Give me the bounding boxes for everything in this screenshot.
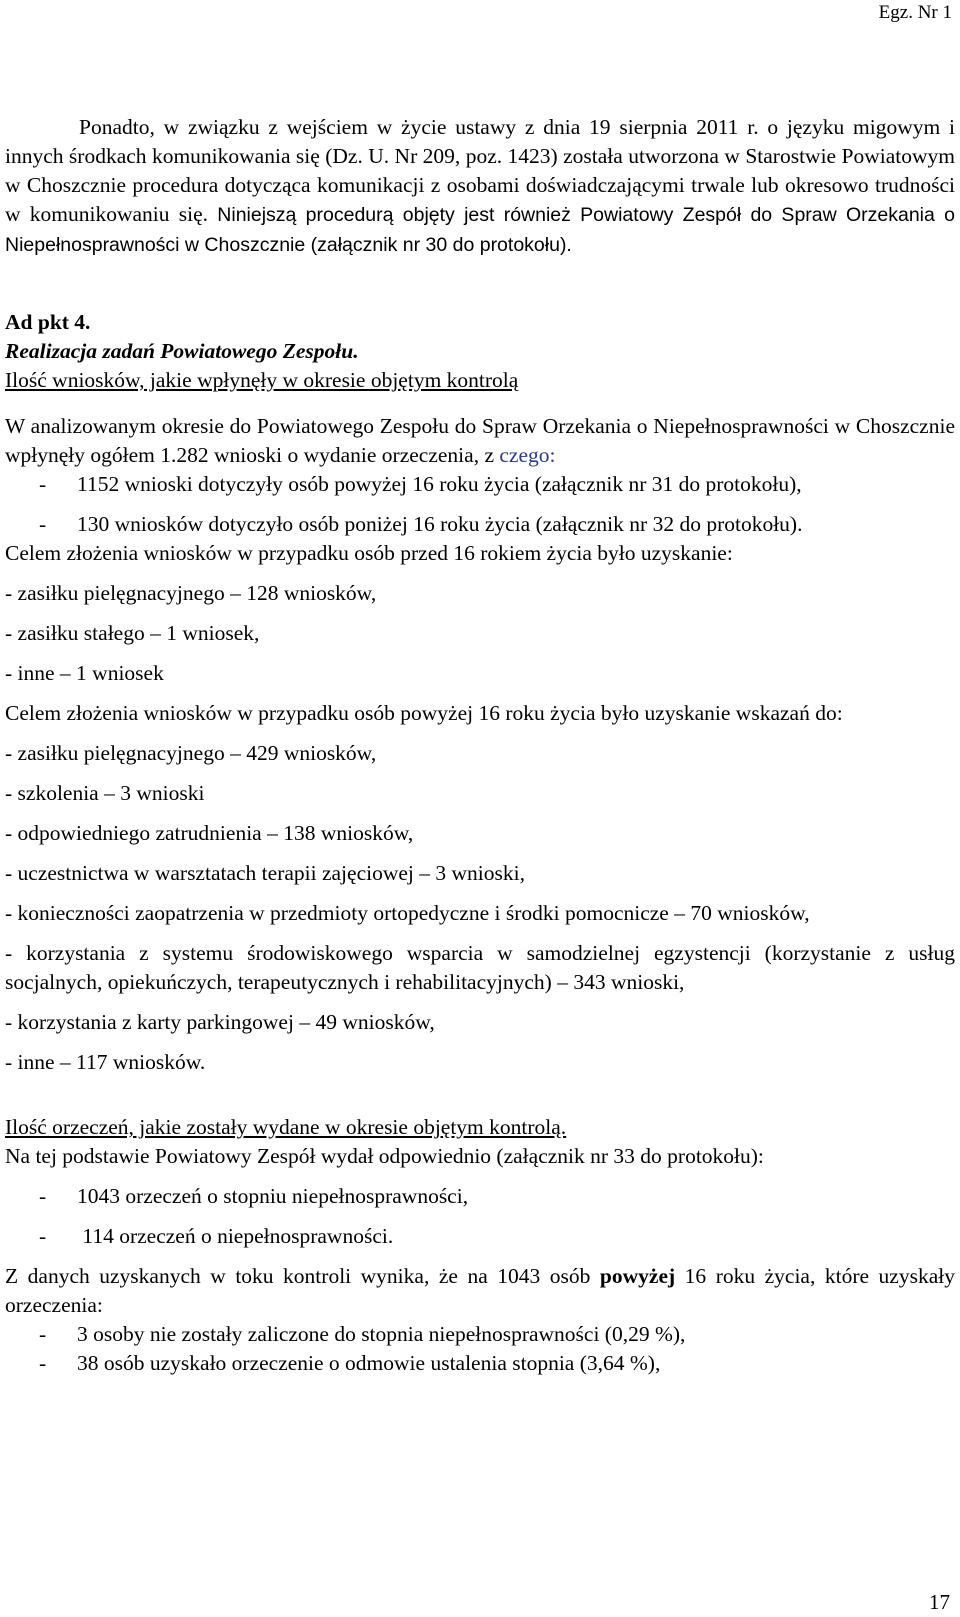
finding-item — [5, 1349, 955, 1378]
decisions-intro: Na tej podstawie Powiatowy Zespół wydał odpowiednio (załącznik nr 33 do protokołu): — [5, 1144, 764, 1168]
decision-text: 1043 orzeczeń o stopniu niepełnosprawności, — [77, 1184, 469, 1208]
under16-intro: Celem złożenia wniosków w przypadku osób przed 16 rokiem życia było uzyskanie: — [5, 541, 733, 565]
findings-pre: Z danych uzyskanych w toku kontroli wynika, że na 1043 osób — [5, 1264, 600, 1288]
over16-item: - korzystania z systemu środowiskowego wsparcia w samodzielnej egzystencji (korzystanie z usług socjalnych, opiekuńczych, terapeutycznych i rehabilitacyjnych) – 343 wnioski, — [5, 941, 955, 994]
section-heading: Ad pkt 4. — [5, 310, 91, 334]
under16-item: - zasiłku pielęgnacyjnego – 128 wniosków, — [5, 581, 377, 605]
findings-paragraph — [5, 1262, 955, 1320]
over16-item: - inne – 117 wniosków. — [5, 1050, 206, 1074]
decisions-heading: Ilość orzeczeń, jakie zostały wydane w okresie objętym kontrolą. — [5, 1115, 567, 1139]
dash-marker: - — [39, 1224, 47, 1248]
breakdown-text: 1152 wnioski dotyczyły osób powyżej 16 roku życia (załącznik nr 31 do protokołu), — [77, 472, 802, 496]
intro-part-serif: Ponadto, w związku z wejściem w życie ustawy z dnia 19 sierpnia 2011 r. o języku migowym i innych środkach komunikowania się (Dz. U. Nr 209, poz. 1423) została utworzona w Starostwie Powiatowym w Choszcznie procedura dotycząca komunikacji z osobami doświadczającymi trwale lub okresowo trudności w komunikowaniu się. — [5, 115, 955, 226]
applications-paragraph-text: W analizowanym okresie do Powiatowego Zespołu do Spraw Orzekania o Niepełnosprawności w Choszcznie wpłynęły ogółem 1.282 wnioski o wydanie orzeczenia, z — [5, 414, 955, 467]
over16-item: - odpowiedniego zatrudnienia – 138 wniosków, — [5, 821, 414, 845]
intro-paragraph — [5, 113, 955, 260]
dash-marker: - — [39, 1184, 47, 1208]
over16-item: - konieczności zaopatrzenia w przedmioty ortopedyczne i środki pomocnicze – 70 wniosków, — [5, 901, 810, 925]
document-body — [5, 113, 955, 1378]
over16-item: - zasiłku pielęgnacyjnego – 429 wniosków, — [5, 741, 377, 765]
copy-number-label: Egz. Nr 1 — [878, 2, 952, 23]
over16-item: - uczestnictwa w warsztatach terapii zajęciowej – 3 wnioski, — [5, 861, 525, 885]
breakdown-text: 130 wniosków dotyczyło osób poniżej 16 roku życia (załącznik nr 32 do protokołu). — [77, 512, 803, 536]
over16-item: - szkolenia – 3 wnioski — [5, 781, 205, 805]
finding-text: 38 osób uzyskało orzeczenie o odmowie ustalenia stopnia (3,64 %), — [77, 1351, 661, 1375]
finding-text: 3 osoby nie zostały zaliczone do stopnia niepełnosprawności (0,29 %), — [77, 1322, 686, 1346]
dash-marker: - — [39, 472, 47, 496]
decision-item — [5, 1182, 955, 1211]
dash-marker: - — [39, 1351, 47, 1375]
breakdown-item — [5, 510, 955, 539]
applications-paragraph — [5, 412, 955, 470]
under16-item: - inne – 1 wniosek — [5, 661, 164, 685]
applications-heading: Ilość wniosków, jakie wpłynęły w okresie objętym kontrolą — [5, 368, 519, 392]
dash-marker: - — [39, 1322, 47, 1346]
breakdown-item — [5, 470, 955, 499]
decision-item — [5, 1222, 955, 1251]
dash-marker: - — [39, 512, 47, 536]
applications-paragraph-end: czego: — [499, 443, 556, 467]
intro-part-sans: Niniejszą procedurą objęty jest również Powiatowy Zespół do Spraw Orzekania o Niepełnosprawności w Choszcznie (załącznik nr 30 do protokołu). — [5, 204, 955, 256]
findings-bold: powyżej — [599, 1264, 676, 1288]
finding-item — [5, 1320, 955, 1349]
over16-intro: Celem złożenia wniosków w przypadku osób powyżej 16 roku życia było uzyskanie wskazań do: — [5, 701, 843, 725]
decision-text: 114 orzeczeń o niepełnosprawności. — [77, 1224, 394, 1248]
findings-post: 16 roku życia, które uzyskały orzeczenia: — [5, 1264, 955, 1317]
page-number: 17 — [929, 1590, 950, 1614]
under16-item: - zasiłku stałego – 1 wniosek, — [5, 621, 260, 645]
section-subheading: Realizacja zadań Powiatowego Zespołu. — [5, 339, 359, 363]
over16-item: - korzystania z karty parkingowej – 49 wniosków, — [5, 1010, 435, 1034]
